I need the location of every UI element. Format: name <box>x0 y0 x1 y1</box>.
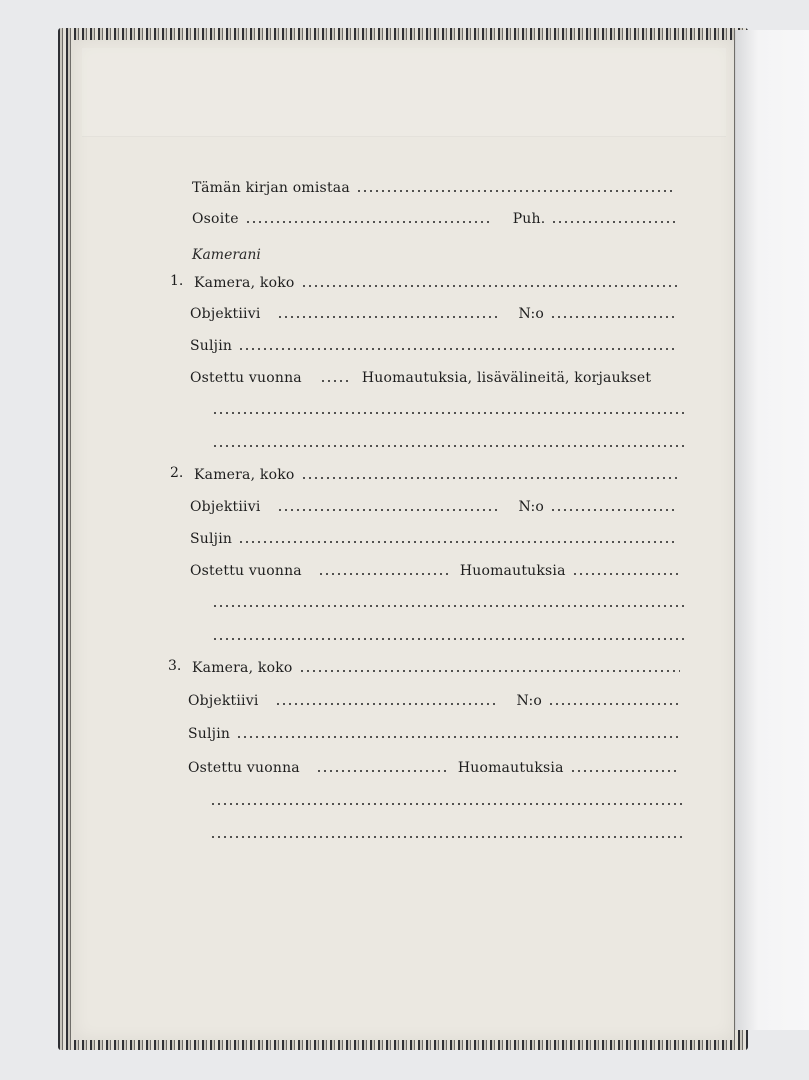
notes-2-label: Huomautuksia <box>459 563 566 579</box>
camera-2-label: Kamera, koko <box>194 467 295 483</box>
shutter-3-field[interactable] <box>236 724 680 738</box>
bought-3-label: Ostettu vuonna <box>188 760 300 776</box>
notes-2-field-b[interactable] <box>212 626 684 640</box>
camera-1-label: Kamera, koko <box>194 275 295 291</box>
notes-3-label: Huomautuksia <box>457 760 564 776</box>
notes-3-line-a <box>210 791 686 805</box>
address-line <box>192 209 682 227</box>
notes-1-label: Huomautuksia, lisävälineitä, korjaukset <box>361 370 652 386</box>
lens-1-field[interactable] <box>277 304 499 318</box>
section-title: Kamerani <box>192 247 261 263</box>
bought-2-line <box>190 561 684 579</box>
serial-2-field[interactable] <box>550 497 678 511</box>
paper-fold <box>82 48 726 137</box>
shutter-2-field[interactable] <box>238 529 678 543</box>
notes-1-field-a[interactable] <box>212 400 684 414</box>
notes-3-field-b[interactable] <box>210 824 686 838</box>
phone-field[interactable] <box>551 209 676 223</box>
owner-line <box>192 178 682 196</box>
address-label: Osoite <box>192 211 239 227</box>
owner-label: Tämän kirjan omistaa <box>192 180 350 196</box>
shutter-1-label: Suljin <box>190 338 233 354</box>
notes-3-field-a[interactable] <box>210 791 686 805</box>
notes-2-field-a[interactable] <box>212 593 684 607</box>
lens-2-line <box>190 497 684 515</box>
shutter-3-line <box>188 724 686 742</box>
owner-field[interactable] <box>356 178 676 192</box>
notes-3-line-b <box>210 824 686 838</box>
camera-3-number: 3. <box>168 658 182 674</box>
camera-1-number: 1. <box>170 273 184 289</box>
camera-2-field[interactable] <box>301 465 678 479</box>
bought-1-field[interactable] <box>320 368 348 382</box>
lens-3-field[interactable] <box>275 691 497 705</box>
camera-3-field[interactable] <box>299 658 680 672</box>
shutter-1-field[interactable] <box>238 336 678 350</box>
camera-2-line <box>194 465 684 483</box>
notes-2-line-b <box>212 626 684 640</box>
bought-1-label: Ostettu vuonna <box>190 370 302 386</box>
serial-3-label: N:o <box>516 693 543 709</box>
lens-1-line <box>190 304 684 322</box>
notes-3-field[interactable] <box>570 758 680 772</box>
notes-1-field-b[interactable] <box>212 433 684 447</box>
shutter-1-line <box>190 336 684 354</box>
shutter-2-line <box>190 529 684 547</box>
serial-1-field[interactable] <box>550 304 678 318</box>
lens-2-label: Objektiivi <box>190 499 261 515</box>
address-field[interactable] <box>245 209 493 223</box>
shutter-2-label: Suljin <box>190 531 233 547</box>
camera-3-label: Kamera, koko <box>192 660 293 676</box>
camera-1-field[interactable] <box>301 273 678 287</box>
serial-1-label: N:o <box>518 306 545 322</box>
serial-2-label: N:o <box>518 499 545 515</box>
notes-1-line-a <box>212 400 684 414</box>
bought-2-field[interactable] <box>318 561 450 575</box>
bought-2-label: Ostettu vuonna <box>190 563 302 579</box>
lens-3-line <box>188 691 686 709</box>
bought-3-field[interactable] <box>316 758 448 772</box>
camera-2-number: 2. <box>170 465 184 481</box>
phone-label: Puh. <box>512 211 546 227</box>
shutter-3-label: Suljin <box>188 726 231 742</box>
camera-3-line <box>192 658 686 676</box>
notes-2-line-a <box>212 593 684 607</box>
lens-2-field[interactable] <box>277 497 499 511</box>
form-page <box>74 40 734 1040</box>
notes-2-field[interactable] <box>572 561 678 575</box>
lens-3-label: Objektiivi <box>188 693 259 709</box>
camera-1-line <box>194 273 684 291</box>
bought-3-line <box>188 758 686 776</box>
bought-1-line <box>190 368 690 386</box>
facing-page-edge <box>735 30 809 1030</box>
serial-3-field[interactable] <box>548 691 680 705</box>
lens-1-label: Objektiivi <box>190 306 261 322</box>
notes-1-line-b <box>212 433 684 447</box>
